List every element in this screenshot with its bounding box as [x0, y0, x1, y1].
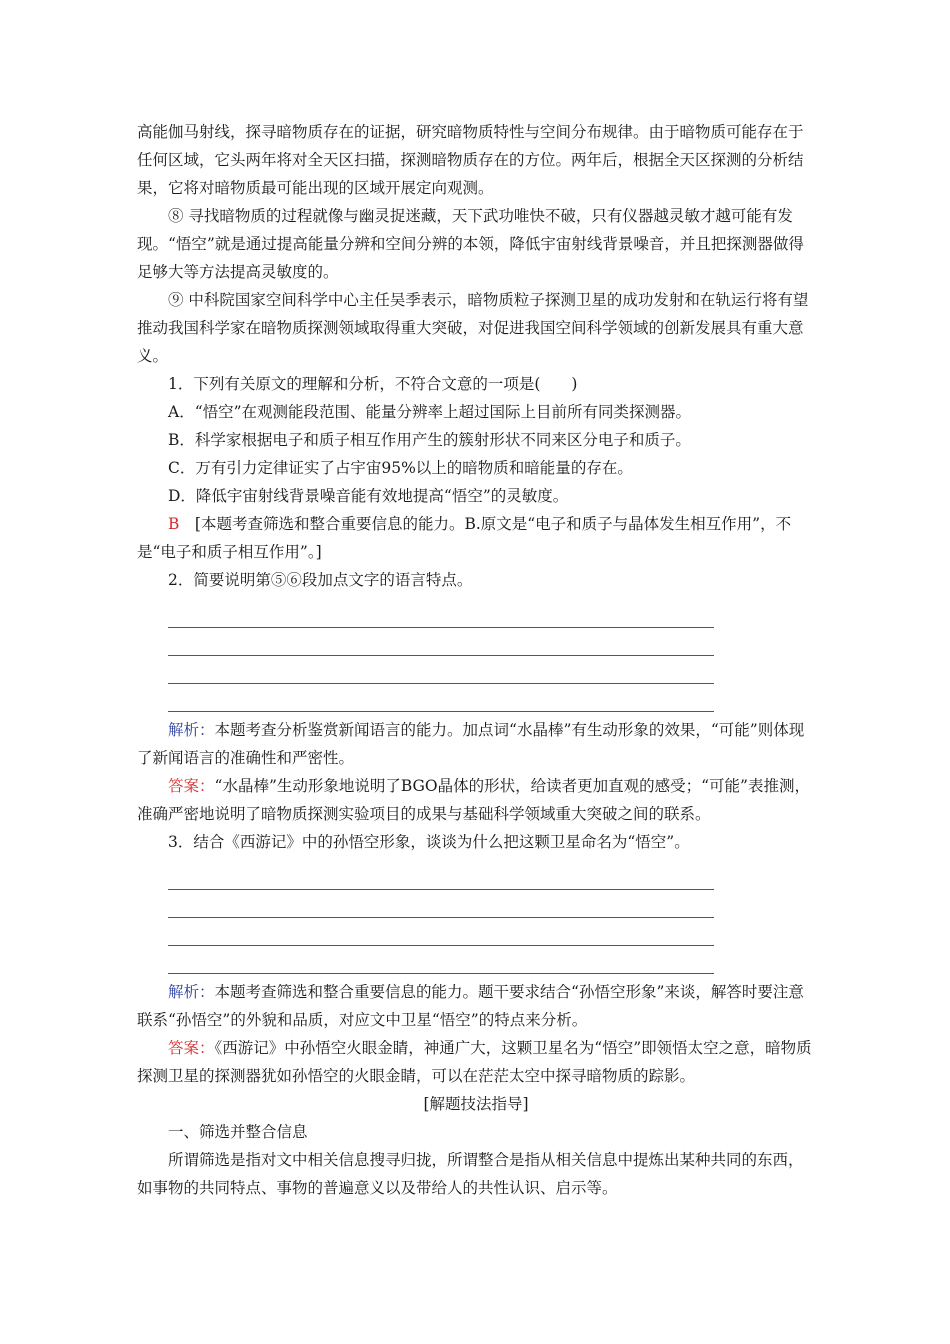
- question-3-analysis: [137, 978, 815, 1034]
- question-1-option-b: B．科学家根据电子和质子相互作用产生的簇射形状不同来区分电子和质子。: [168, 431, 691, 449]
- question-3-stem: 3．结合《西游记》中的孙悟空形象，谈谈为什么把这颗卫星命名为“悟空”。: [168, 833, 690, 851]
- answer-line: [168, 946, 714, 974]
- question-3-answer: [137, 1034, 815, 1090]
- question-1-answer: [137, 510, 815, 566]
- paragraph-8: ⑧ 寻找暗物质的过程就像与幽灵捉迷藏，天下武功唯快不破，只有仪器越灵敏才越可能有发现。“悟空”就是通过提高能量分辨和空间分辨的本领，降低宇宙射线背景噪音，并且把探测器做得足够大等方法提高灵敏度的。: [137, 207, 804, 281]
- question-2-stem: 2．简要说明第⑤⑥段加点文字的语言特点。: [168, 571, 473, 589]
- answer-letter: B: [168, 515, 180, 533]
- answer-line: [168, 862, 714, 890]
- answer-line: [168, 890, 714, 918]
- question-2-analysis: [137, 716, 815, 772]
- question-1-option-d: D．降低宇宙射线背景噪音能有效地提高“悟空”的灵敏度。: [168, 487, 569, 505]
- answer-label: 答案：: [168, 1039, 215, 1057]
- guide-heading: [解题技法指导]: [423, 1095, 529, 1113]
- question-1-stem: 1．下列有关原文的理解和分析，不符合文意的一项是( ): [168, 375, 578, 393]
- analysis-label: 解析：: [168, 983, 215, 1001]
- answer-line: [168, 684, 714, 712]
- question-2-answer: [137, 772, 815, 828]
- answer-line: [168, 600, 714, 628]
- answer-line: [168, 918, 714, 946]
- guide-section-1-text: 所谓筛选是指对文中相关信息搜寻归拢，所谓整合是指从相关信息中提炼出某种共同的东西，如事物的共同特点、事物的普遍意义以及带给人的共性认识、启示等。: [137, 1151, 804, 1197]
- paragraph-9: ⑨ 中科院国家空间科学中心主任吴季表示，暗物质粒子探测卫星的成功发射和在轨运行将有望推动我国科学家在暗物质探测领域取得重大突破，对促进我国空间科学领域的创新发展具有重大意义。: [137, 291, 809, 365]
- answer-label: 答案：: [168, 777, 215, 795]
- paragraph-7-continued: 高能伽马射线，探寻暗物质存在的证据，研究暗物质特性与空间分布规律。由于暗物质可能存在于任何区域，它头两年将对全天区扫描，探测暗物质存在的方位。两年后，根据全天区探测的分析结果，它将对暗物质最可能出现的区域开展定向观测。: [137, 123, 804, 197]
- question-1-option-c: C．万有引力定律证实了占宇宙95%以上的暗物质和暗能量的存在。: [168, 459, 633, 477]
- answer-text: 《西游记》中孙悟空火眼金睛，神通广大，这颗卫星名为“悟空”即领悟太空之意，暗物质探测卫星的探测器犹如孙悟空的火眼金睛，可以在茫茫太空中探寻暗物质的踪影。: [137, 1039, 812, 1085]
- answer-text: “水晶棒”生动形象地说明了BGO晶体的形状，给读者更加直观的感受；“可能”表推测，准确严密地说明了暗物质探测实验项目的成果与基础科学领域重大突破之间的联系。: [137, 777, 810, 823]
- analysis-text: 本题考查筛选和整合重要信息的能力。题干要求结合“孙悟空形象”来谈，解答时要注意联系“孙悟空”的外貌和品质，对应文中卫星“悟空”的特点来分析。: [137, 983, 804, 1029]
- analysis-text: 本题考查分析鉴赏新闻语言的能力。加点词“水晶棒”有生动形象的效果，“可能”则体现了新闻语言的准确性和严密性。: [137, 721, 805, 767]
- question-3-answer-lines[interactable]: [137, 862, 815, 974]
- question-1-option-a: A．“悟空”在观测能段范围、能量分辨率上超过国际上目前所有同类探测器。: [168, 403, 692, 421]
- answer-line: [168, 656, 714, 684]
- question-1-explanation: [本题考查筛选和整合重要信息的能力。B.原文是“电子和质子与晶体发生相互作用”，不是“电子和质子相互作用”。]: [137, 515, 792, 561]
- answer-line: [168, 628, 714, 656]
- question-2-answer-lines[interactable]: [137, 600, 815, 712]
- analysis-label: 解析：: [168, 721, 215, 739]
- guide-section-1-title: 一、筛选并整合信息: [168, 1123, 308, 1141]
- document-content: [137, 118, 815, 1202]
